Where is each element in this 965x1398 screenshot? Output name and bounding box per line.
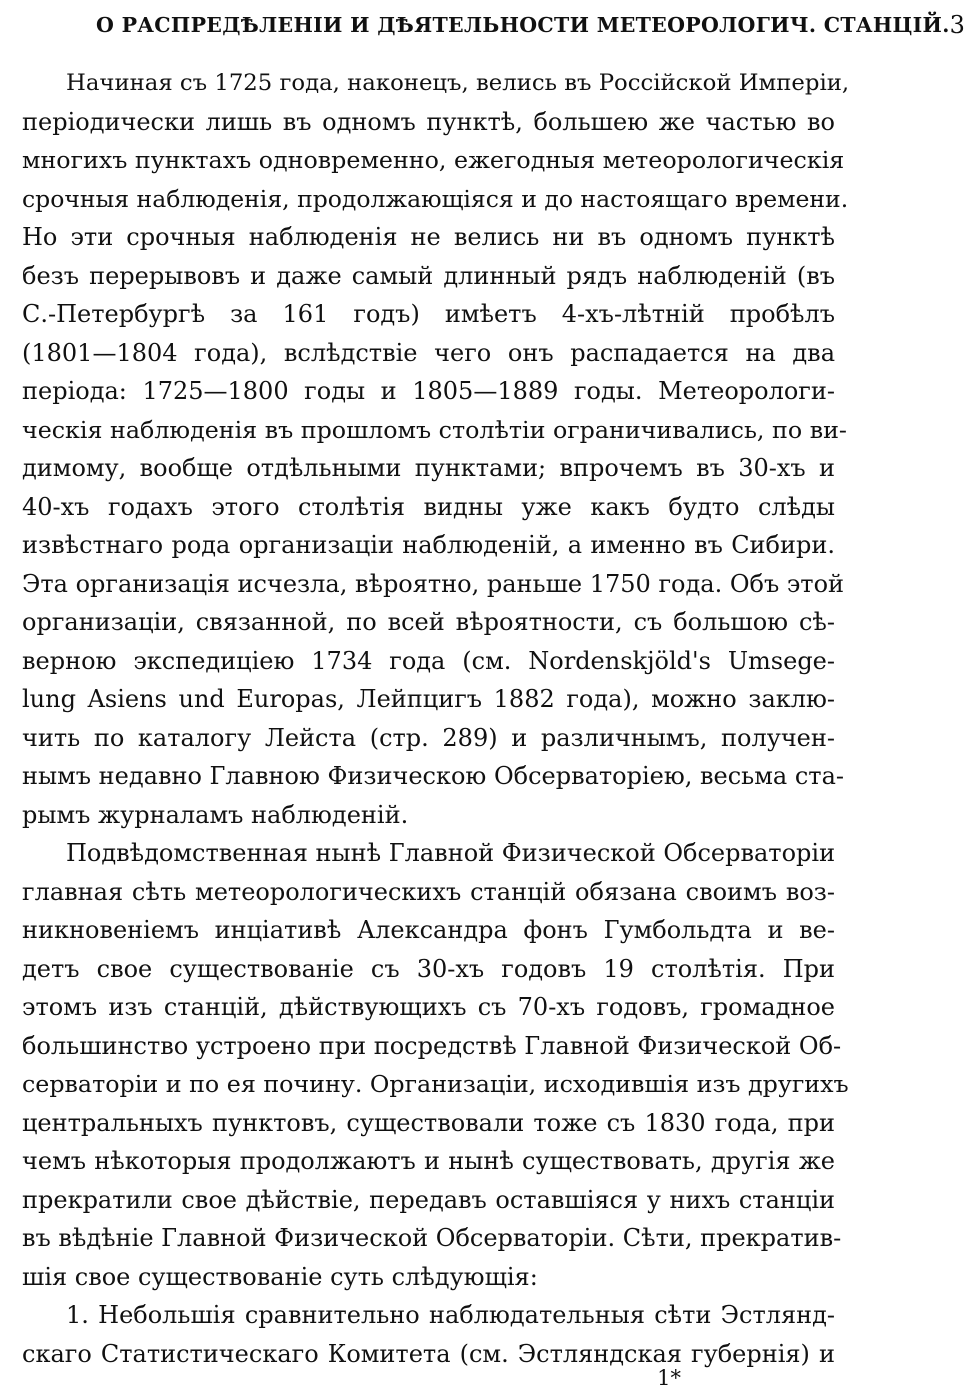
text-line: періода: 1725—1800 годы и 1805—1889 годы. Метеорологи- (22, 377, 835, 405)
text-line: въ вѣдѣніе Главной Физической Обсерваторіи. Сѣти, прекратив- (22, 1224, 842, 1252)
text-line: прекратили свое дѣйствіе, передавъ оставшіяся у нихъ станціи (22, 1185, 835, 1214)
text-line: шія свое существованіе суть слѣдующія: (22, 1262, 538, 1291)
text-line: извѣстнаго рода организаціи наблюденій, а именно въ Сибири. (22, 531, 835, 559)
text-line: нымъ недавно Главною Физическою Обсерваторіею, весьма ста- (22, 762, 844, 790)
text-line: срочныя наблюденія, продолжающіяся и до настоящаго времени. (22, 184, 849, 213)
text-line: Эта организація исчезла, вѣроятно, раньше 1750 года. Объ этой (22, 569, 845, 598)
text-line: 40-хъ годахъ этого столѣтія видны уже какъ будто слѣды (22, 492, 835, 521)
text-line: Начиная съ 1725 года, наконецъ, велись въ Россійской Имперіи, (66, 70, 850, 96)
running-head (96, 8, 965, 42)
text-line: никновеніемъ инціативѣ Александра фонъ Гумбольдта и ве- (22, 916, 835, 944)
text-line: lung Asiens und Europas, Лейпцигъ 1882 года), можно заклю- (22, 685, 835, 713)
text-line: ческія наблюденія въ прошломъ столѣтіи ограничивались, по ви- (22, 415, 847, 444)
text-line: чемъ нѣкоторыя продолжаютъ и нынѣ существовать, другія же (22, 1147, 835, 1175)
text-line: Но эти срочныя наблюденія не велись ни въ одномъ пунктѣ (22, 223, 835, 251)
text-line: детъ свое существованіе съ 30-хъ годовъ 19 столѣтія. При (22, 954, 835, 983)
text-line: Подвѣдомственная нынѣ Главной Физической Обсерваторіи (66, 839, 836, 867)
page-number: 3 (949, 11, 965, 39)
signature-mark: 1* (657, 1366, 681, 1390)
text-line: димому, вообще отдѣльными пунктами; впрочемъ въ 30-хъ и (22, 454, 835, 482)
text-line: 1. Небольшія сравнительно наблюдательныя сѣти Эстлянд- (66, 1301, 835, 1329)
text-line: центральныхъ пунктовъ, существовали тоже съ 1830 года, при (22, 1108, 835, 1137)
text-line: этомъ изъ станцій, дѣйствующихъ съ 70-хъ годовъ, громадное (22, 993, 835, 1021)
text-line: безъ перерывовъ и даже самый длинный рядъ наблюденій (въ (22, 261, 835, 290)
text-line: чить по каталогу Лейста (стр. 289) и различнымъ, получен- (22, 723, 835, 752)
text-line: скаго Статистическаго Комитета (см. Эстляндская губернія) и (22, 1339, 835, 1368)
text-line: верною экспедиціею 1734 года (см. Nordenskjöld's Umsege- (22, 646, 835, 675)
text-line: (1801—1804 года), вслѣдствіе чего онъ распадается на два (22, 338, 835, 367)
text-line: С.-Петербургѣ за 161 годъ) имѣетъ 4-хъ-лѣтній пробѣлъ (22, 300, 835, 328)
text-line: организаціи, связанной, по всей вѣроятности, съ большою сѣ- (22, 608, 835, 636)
body-text (0, 64, 851, 1373)
text-line: большинство устроено при посредствѣ Главной Физической Об- (22, 1031, 842, 1060)
text-line: рымъ журналамъ наблюденій. (22, 800, 409, 829)
text-line: многихъ пунктахъ одновременно, ежегодныя метеорологическія (22, 146, 845, 174)
text-line: періодически лишь въ одномъ пунктѣ, большею же частью во (22, 107, 835, 136)
running-head-title: О РАСПРЕДѢЛЕНІИ И ДѢЯТЕЛЬНОСТИ МЕТЕОРОЛОГИЧ. СТАНЦІЙ. (96, 13, 950, 37)
text-line: серваторіи и по ея почину. Организаціи, исходившія изъ другихъ (22, 1070, 849, 1098)
text-line: главная сѣть метеорологическихъ станцій обязана своимъ воз- (22, 877, 835, 906)
